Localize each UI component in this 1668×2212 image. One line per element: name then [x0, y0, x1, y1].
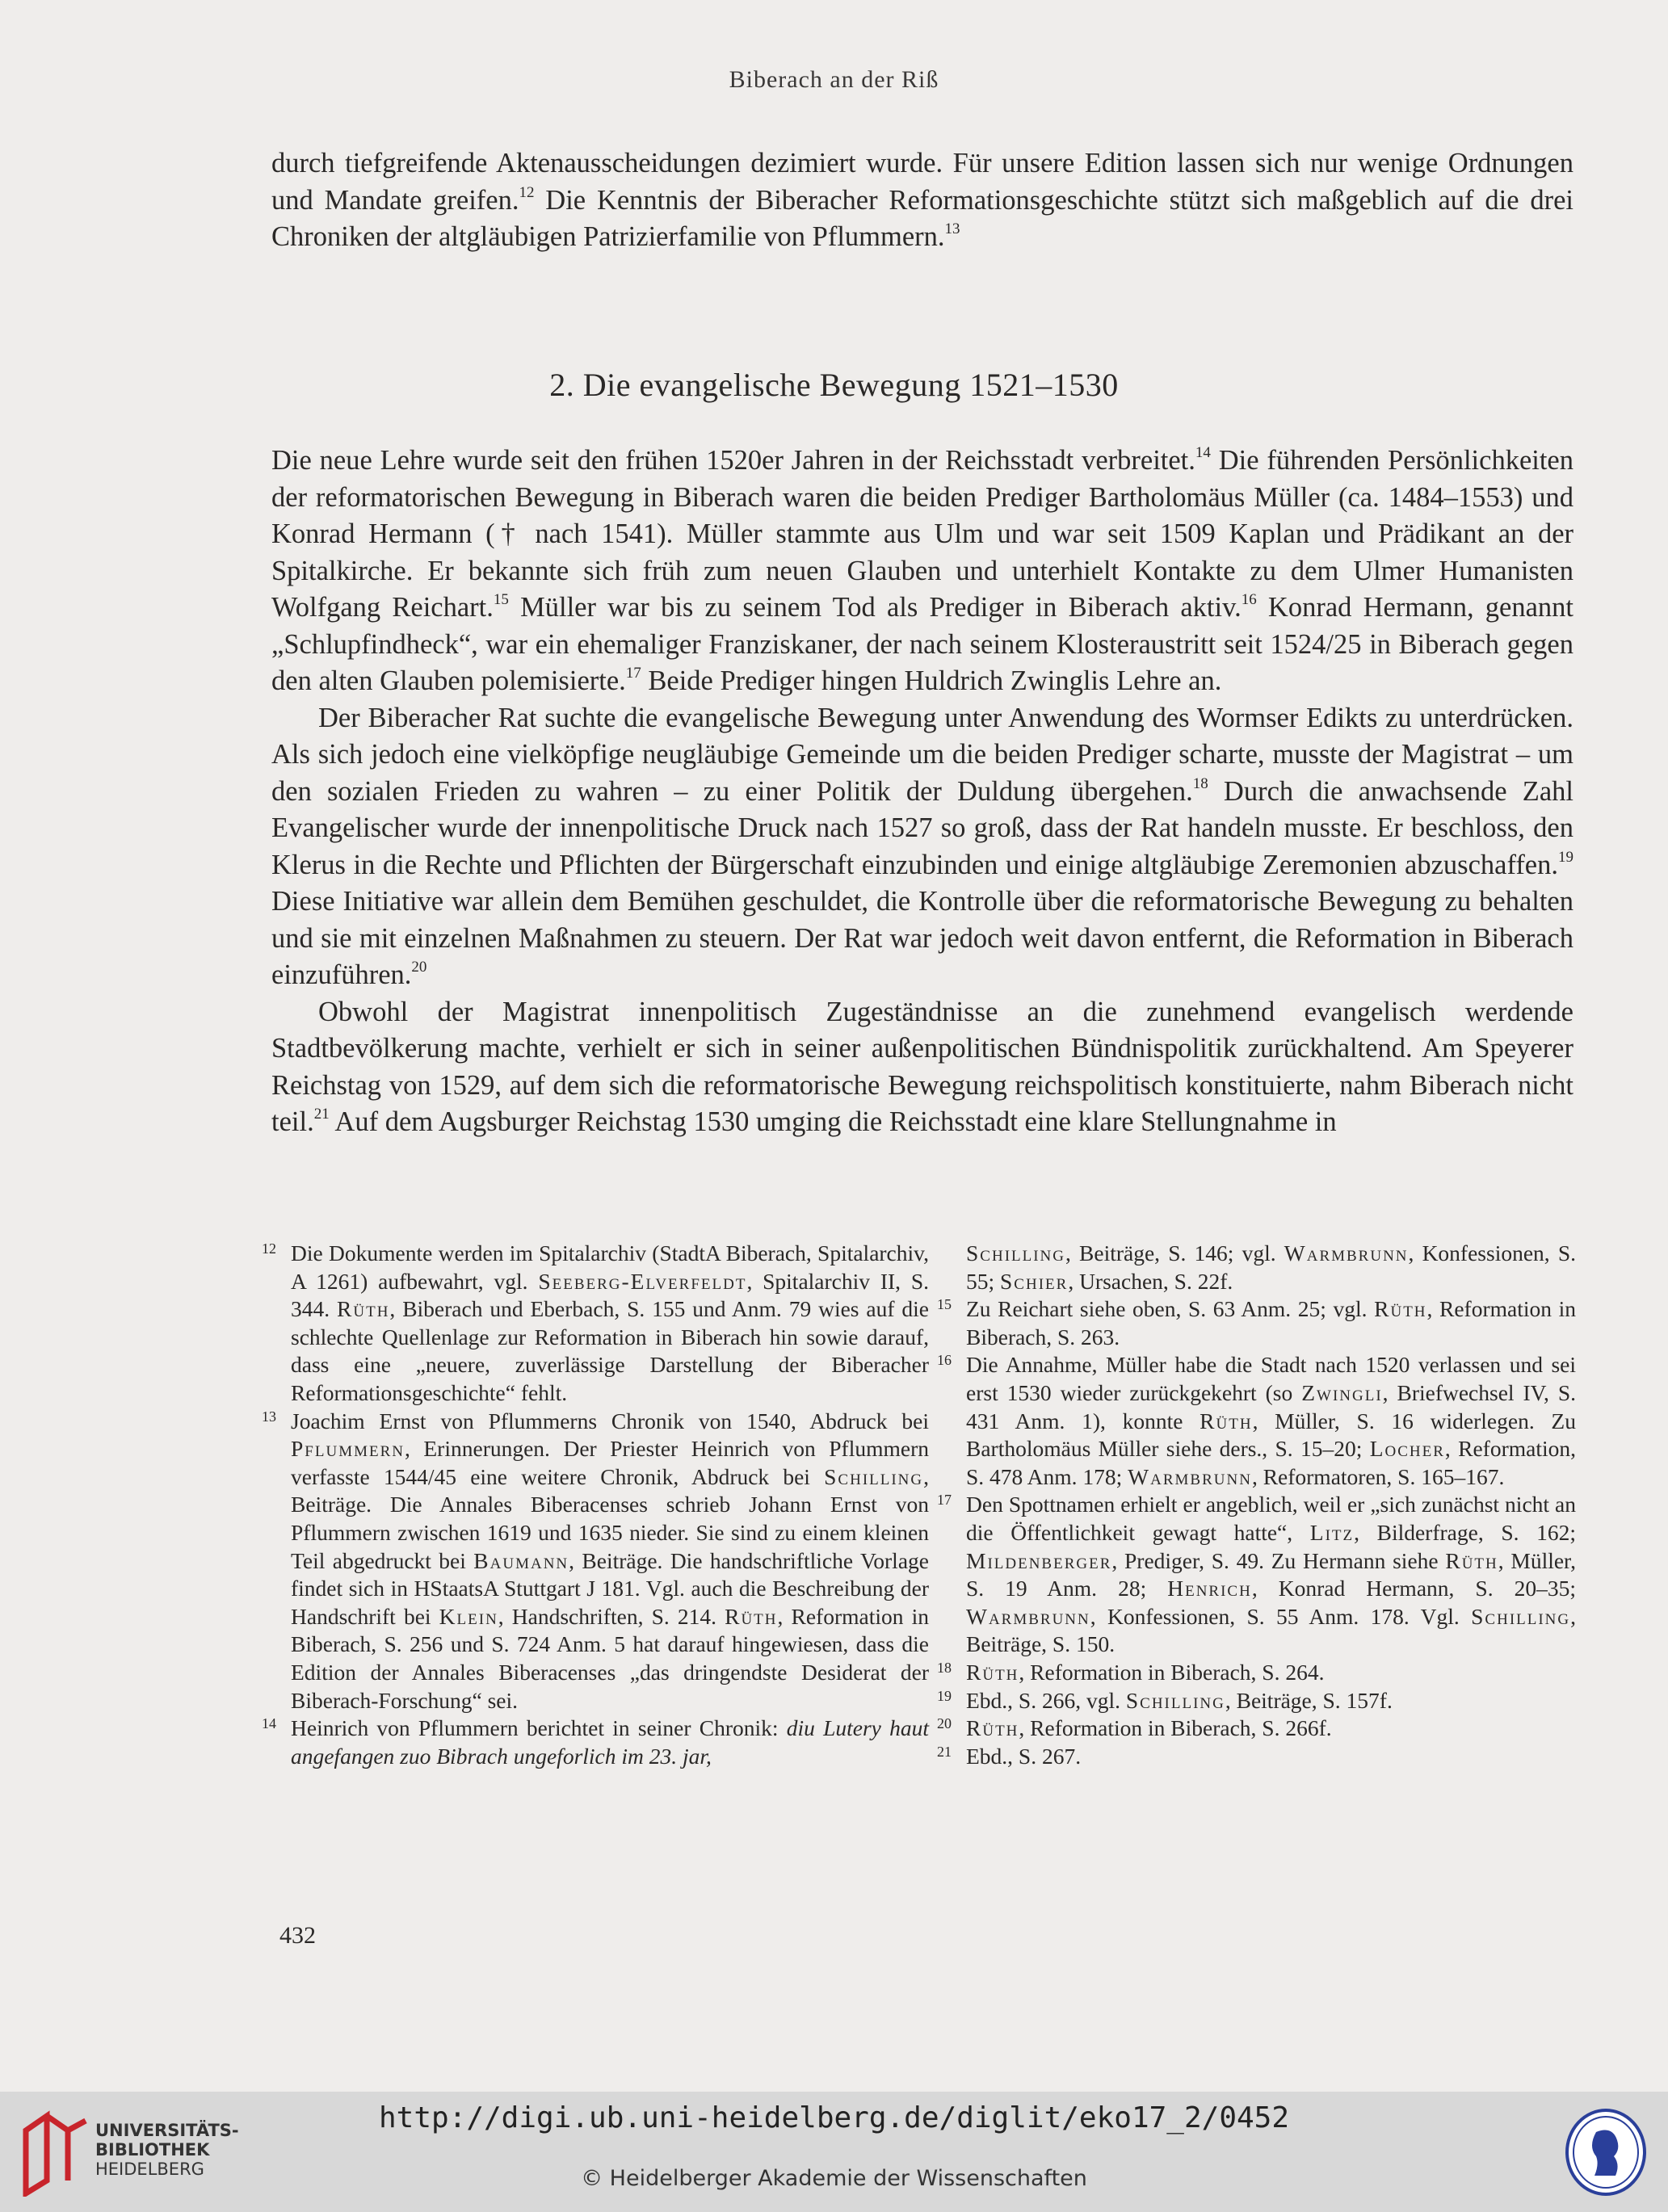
footnote-19: 19 Ebd., S. 266, vgl. Schilling, Beiträge, S. 157f.	[937, 1687, 1393, 1713]
footnotes-left-column	[262, 1240, 930, 1770]
page-number: 432	[279, 1922, 316, 1949]
footnote-17: 17 Den Spottnamen erhielt er angeblich, weil er „sich zunächst nicht an die Öffentlichkeit gewagt hatte“, Litz, Bilderfrage, S. 162; Mildenberger, Prediger, S. 49. Zu Hermann siehe Rüth, Müller, S. 19 Anm. 28; Henrich, Konrad Hermann, S. 20–35; Warmbrunn, Konfessionen, S. 55 Anm. 178. Vgl. Schilling, Beiträge, S. 150.	[937, 1492, 1576, 1657]
footnote-13: 13 Joachim Ernst von Pflummerns Chronik von 1540, Abdruck bei Pflummern, Erinnerungen. Der Priester Heinrich von Pflummern verfasste 1544/45 eine weitere Chronik, Abdruck bei Schilling, Beiträge. Die Annales Biberacenses schrieb Johann Ernst von Pflummern zwischen 1619 und 1635 nieder. Sie sind zu einem kleinen Teil abgedruckt bei Baumann, Beiträge. Die handschriftliche Vorlage findet sich in HStaatsA Stuttgart J 181. Vgl. auch die Beschreibung der Handschrift bei Klein, Handschriften, S. 214. Rüth, Reformation in Biberach, S. 256 und S. 724 Anm. 5 hat darauf hingewiesen, dass die Edition der Annales Biberacenses „das dringendste Desiderat der Biberach-Forschung“ sei.	[262, 1408, 929, 1713]
paragraph-1: Die neue Lehre wurde seit den frühen 1520er Jahren in der Reichsstadt verbreitet.$^{14}$ Die führenden Persönlichkeiten der reformatorischen Bewegung in Biberach waren die beiden Prediger Bartholomäus Müller (ca. 1484–1553) und Konrad Hermann († nach 1541). Müller stammte aus Ulm und war seit 1509 Kaplan und Prädikant an der Spitalkirche. Er bekannte sich früh zum neuen Glauben und unterhielt Kontakte zu dem Ulmer Humanisten Wolfgang Reichart.$^{15}$ Müller war bis zu seinem Tod als Prediger in Biberach aktiv.$^{16}$ Konrad Hermann, genannt „Schlupfindheck“, war ein ehemaliger Franziskaner, der nach seinem Klosteraustritt seit 1524/25 in Biberach gegen den alten Glauben polemisierte.$^{17}$ Beide Prediger hingen Huldrich Zwinglis Lehre an.	[271, 444, 1573, 696]
footnote-18: 18 Rüth, Reformation in Biberach, S. 264.	[937, 1659, 1325, 1685]
footnote-ref[interactable]: 13	[944, 220, 960, 237]
footnote-ref[interactable]: 14	[1195, 444, 1211, 461]
paragraph-3: Obwohl der Magistrat innenpolitisch Zugeständnisse an die zunehmend evangelisch werdende Stadtbevölkerung machte, verhielt er sich in seiner außenpolitischen Bündnispolitik zurückhaltend. Am Speyerer Reichstag von 1529, auf dem sich die reformatorische Bewegung reichspolitisch konstituierte, nahm Biberach nicht teil.$^{21}$ Auf dem Augsburger Reichstag 1530 umging die Reichsstadt eine klare Stellungnahme in	[271, 996, 1573, 1137]
footnote-15: 15 Zu Reichart siehe oben, S. 63 Anm. 25; vgl. Rüth, Reformation in Biberach, S. 263.	[937, 1296, 1576, 1349]
main-text	[271, 443, 1573, 1141]
section-heading: 2. Die evangelische Bewegung 1521–1530	[549, 367, 1119, 403]
copyright-notice: © Heidelberger Akademie der Wissenschaften	[581, 2166, 1087, 2191]
footnote-14: 14 Heinrich von Pflummern berichtet in seiner Chronik: diu Lutery haut angefangen zuo Bibrach ungeforlich im 23. jar,	[262, 1715, 929, 1769]
footnote-16: 16 Die Annahme, Müller habe die Stadt nach 1520 verlassen und sei erst 1530 wieder zurückgekehrt (so Zwingli, Briefwechsel IV, S. 431 Anm. 1), konnte Rüth, Müller, S. 16 widerlegen. Zu Bartholomäus Müller siehe ders., S. 15–20; Locher, Reformation, S. 478 Anm. 178; Warmbrunn, Reformatoren, S. 165–167.	[937, 1352, 1576, 1489]
intro-paragraph: durch tiefgreifende Aktenausscheidungen dezimiert wurde. Für unsere Edition lassen sich nur wenige Ordnungen und Mandate greifen.$^{12}$ Die Kenntnis der Biberacher Reformationsgeschichte stützt sich maßgeblich auf die drei Chroniken der altgläubigen Patrizierfamilie von Pflummern.$^{13}$	[271, 148, 1573, 252]
footnote-ref[interactable]: 15	[493, 591, 509, 608]
library-name: UNIVERSITÄTS- BIBLIOTHEK HEIDELBERG	[95, 2121, 239, 2179]
footnote-12: 12 Die Dokumente werden im Spitalarchiv (StadtA Biberach, Spitalarchiv, A 1261) aufbewahrt, vgl. Seeberg-Elverfeldt, Spitalarchiv II, S. 344. Rüth, Biberach und Eberbach, S. 155 und Anm. 79 wies auf die schlechte Quellenlage zur Reformation in Biberach hin sowie darauf, dass eine „neuere, zuverlässige Darstellung der Biberacher Reformationsgeschichte“ fehlt.	[262, 1240, 930, 1405]
paragraph-2: Der Biberacher Rat suchte die evangelische Bewegung unter Anwendung des Wormser Edikts zu unterdrücken. Als sich jedoch eine vielköpfige neugläubige Gemeinde um die beiden Prediger scharte, musste der Magistrat – um den sozialen Frieden zu wahren – zu einer Politik der Duldung übergehen.$^{18}$ Durch die anwachsende Zahl Evangelischer wurde der innenpolitische Druck nach 1527 so groß, dass der Rat handeln musste. Er beschloss, den Klerus in die Rechte und Pflichten der Bürgerschaft einzubinden und einige altgläubige Zeremonien abzuschaffen.$^{19}$ Diese Initiative war allein dem Bemühen geschuldet, die Kontrolle über die reformatorische Bewegung zu behalten und sie mit einzelnen Maßnahmen zu steuern. Der Rat war jedoch weit davon entfernt, die Reformation in Biberach einzuführen.$^{20}$	[271, 702, 1573, 990]
footnote-20: 20 Rüth, Reformation in Biberach, S. 266f.	[937, 1715, 1332, 1741]
footnote-ref[interactable]: 21	[313, 1106, 330, 1123]
footnote-ref[interactable]: 19	[1558, 848, 1573, 866]
footnote-14-continued: Schilling, Beiträge, S. 146; vgl. Warmbrunn, Konfessionen, S. 55; Schier, Ursachen, S. 22f.	[966, 1240, 1576, 1294]
academy-seal-icon	[1564, 2108, 1648, 2197]
footnote-ref[interactable]: 18	[1192, 774, 1208, 792]
footnote-ref[interactable]: 12	[519, 183, 535, 201]
footer-bar	[0, 2092, 1668, 2212]
permalink-url[interactable]: http://digi.ub.uni-heidelberg.de/diglit/eko17_2/0452	[378, 2101, 1290, 2134]
footnote-ref[interactable]: 16	[1241, 591, 1257, 608]
footnote-ref[interactable]: 20	[411, 959, 427, 976]
footnote-ref[interactable]: 17	[625, 665, 641, 682]
footnotes-right-column	[937, 1240, 1576, 1770]
running-head: Biberach an der Riß	[729, 66, 939, 93]
footnote-21: 21 Ebd., S. 267.	[937, 1743, 1082, 1769]
